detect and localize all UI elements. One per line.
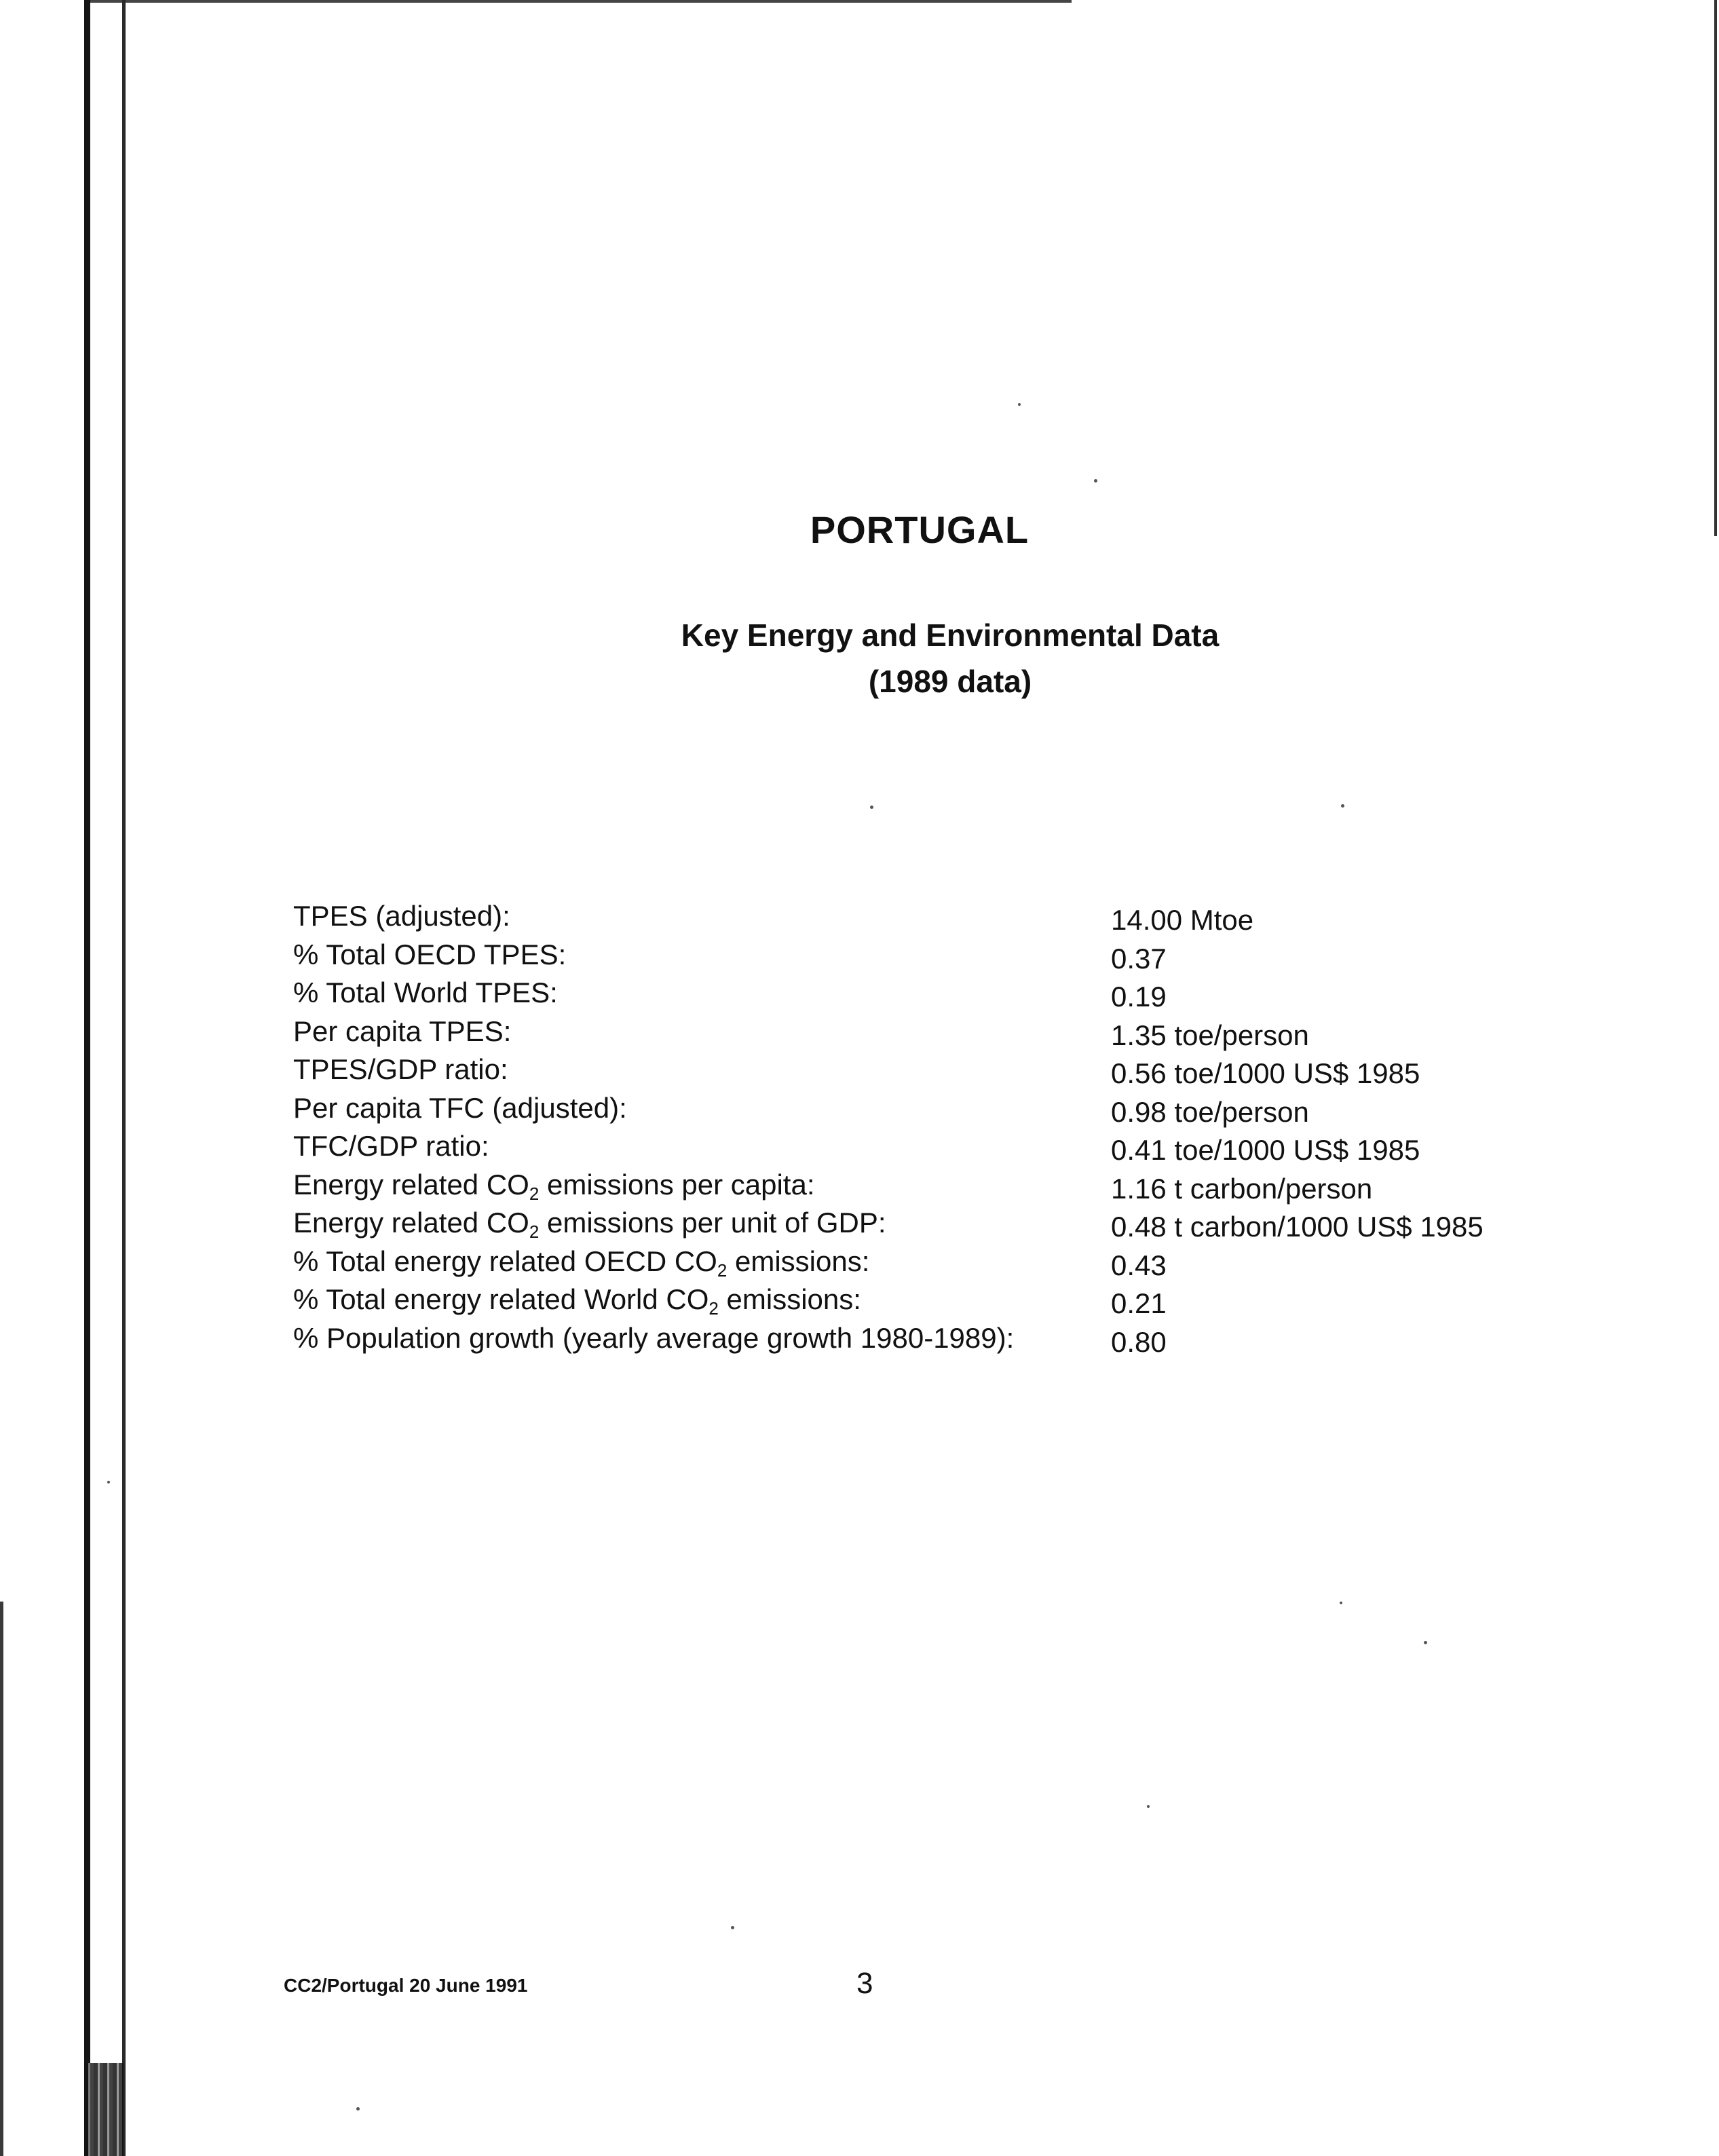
row-label: [293, 1166, 815, 1204]
row-value: 0.19: [1111, 981, 1167, 1013]
scan-speck: [107, 1481, 110, 1483]
row-value: 0.80: [1111, 1325, 1167, 1358]
key-data-table: [293, 897, 1583, 1357]
subscript-two: 2: [529, 1222, 540, 1242]
data-row: [293, 1319, 1583, 1358]
data-row: [293, 1051, 1583, 1089]
row-label-text: emissions:: [718, 1283, 861, 1315]
row-value: 1.35 toe/person: [1111, 1019, 1309, 1051]
subscript-two: 2: [529, 1183, 540, 1204]
row-label: [293, 1281, 861, 1319]
subtitle-line-1: Key Energy and Environmental Data: [681, 618, 1220, 653]
data-row: [293, 1127, 1583, 1166]
row-label: % Population growth (yearly average growth 1980-1989):: [293, 1321, 1015, 1354]
row-label: [293, 1204, 886, 1242]
scan-speck: [1341, 804, 1344, 808]
row-value: 0.21: [1111, 1287, 1167, 1319]
scan-speck: [1340, 1602, 1342, 1604]
row-label-text: Energy related CO: [293, 1207, 529, 1238]
page-number: 3: [856, 1967, 873, 2000]
data-row: [293, 974, 1583, 1013]
row-label: TPES/GDP ratio:: [293, 1053, 508, 1085]
scan-top-rule: [84, 0, 1072, 3]
row-value: 0.48 t carbon/1000 US$ 1985: [1111, 1211, 1484, 1243]
scan-binding-edge: [84, 0, 90, 2156]
footer-reference: CC2/Portugal 20 June 1991: [284, 1975, 528, 1996]
data-row: [293, 1089, 1583, 1128]
document-subtitle: [611, 612, 1289, 704]
row-value: 0.56 toe/1000 US$ 1985: [1111, 1057, 1420, 1089]
scan-speck: [356, 2107, 360, 2111]
row-label: TFC/GDP ratio:: [293, 1130, 489, 1162]
row-value: 1.16 t carbon/person: [1111, 1172, 1373, 1205]
data-row: [293, 1204, 1583, 1243]
scan-right-edge: [1714, 0, 1717, 536]
data-row: [293, 936, 1583, 975]
row-value: 0.37: [1111, 942, 1167, 975]
scan-binding-edge-inner: [122, 0, 126, 2156]
row-label: % Total OECD TPES:: [293, 938, 567, 970]
data-row: [293, 1281, 1583, 1319]
scan-speck: [870, 806, 873, 809]
document-title: PORTUGAL: [810, 508, 1029, 551]
scan-speck: [1018, 403, 1021, 406]
row-label: [293, 1243, 869, 1281]
data-row: [293, 1013, 1583, 1051]
row-label-text: emissions:: [727, 1245, 870, 1277]
row-label: Per capita TFC (adjusted):: [293, 1091, 627, 1124]
scan-speck: [731, 1926, 734, 1929]
scan-speck: [1147, 1805, 1150, 1808]
row-label: Per capita TPES:: [293, 1015, 512, 1047]
row-value: 0.43: [1111, 1249, 1167, 1281]
row-label-text: % Total energy related World CO: [293, 1283, 709, 1315]
data-row: [293, 1166, 1583, 1205]
row-label-text: Energy related CO: [293, 1168, 529, 1200]
data-row: [293, 1243, 1583, 1281]
row-value: 14.00 Mtoe: [1111, 904, 1254, 936]
scan-binding-bottom: [84, 2063, 124, 2156]
row-value: 0.98 toe/person: [1111, 1095, 1309, 1128]
scan-speck: [1424, 1641, 1427, 1644]
row-value: 0.41 toe/1000 US$ 1985: [1111, 1134, 1420, 1166]
row-label-text: emissions per unit of GDP:: [539, 1207, 886, 1238]
scan-speck: [1094, 479, 1097, 483]
row-label: TPES (adjusted):: [293, 900, 510, 932]
row-label: % Total World TPES:: [293, 977, 558, 1008]
subscript-two: 2: [709, 1298, 719, 1319]
scan-left-edge: [0, 1602, 3, 2156]
subtitle-line-2: (1989 data): [868, 664, 1032, 699]
data-row: [293, 897, 1583, 936]
row-label-text: emissions per capita:: [539, 1168, 815, 1200]
subscript-two: 2: [717, 1260, 728, 1281]
row-label-text: % Total energy related OECD CO: [293, 1245, 717, 1277]
